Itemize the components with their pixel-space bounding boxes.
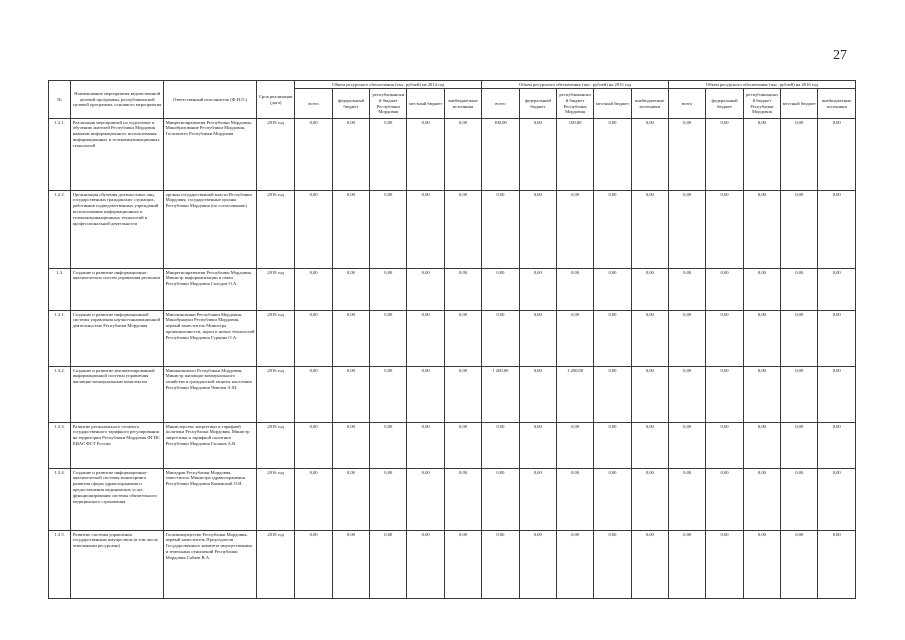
budget-table <box>48 80 856 599</box>
row-value: 0,00 <box>556 191 593 269</box>
row-value: 0,00 <box>781 469 818 531</box>
row-value: 0,00 <box>706 469 743 531</box>
row-value: 0,00 <box>743 269 780 311</box>
header-group-2015: Объем ресурсного обеспечения (тыс. рублей) на 2015 год <box>482 81 669 89</box>
row-value: 0,00 <box>444 311 481 367</box>
row-value: 1 200,00 <box>556 367 593 423</box>
row-value: 0,00 <box>594 531 631 599</box>
row-value: 0,00 <box>295 269 332 311</box>
header-sub-republic: республиканский бюджет Республики Мордовия <box>743 89 780 119</box>
row-value: 0,00 <box>631 531 668 599</box>
row-value: 0,00 <box>743 191 780 269</box>
table-row <box>49 367 856 423</box>
row-number: 1.3. <box>49 269 71 311</box>
row-value: 0,00 <box>295 119 332 191</box>
row-value: 0,00 <box>482 269 519 311</box>
header-sub-offbudget: внебюджетные источники <box>444 89 481 119</box>
row-value: 0,00 <box>519 311 556 367</box>
row-value: 0,00 <box>332 423 369 469</box>
row-value: 0,00 <box>556 469 593 531</box>
row-term: 2018 год <box>257 269 295 311</box>
row-value: 0,00 <box>631 311 668 367</box>
row-value: 0,00 <box>444 423 481 469</box>
row-value: 0,00 <box>818 191 856 269</box>
header-responsible: Ответственный исполнитель (Ф.И.О.) <box>164 81 257 119</box>
row-value: 0,00 <box>444 269 481 311</box>
row-term: 2018 год <box>257 531 295 599</box>
row-value: 0,00 <box>407 423 444 469</box>
row-value: 0,00 <box>743 311 780 367</box>
row-value: 0,00 <box>706 191 743 269</box>
row-value: 0,00 <box>556 531 593 599</box>
row-value: 0,00 <box>519 269 556 311</box>
row-value: 0,00 <box>332 191 369 269</box>
row-number: 1.3.1. <box>49 311 71 367</box>
header-row-groups <box>49 81 856 89</box>
header-sub-federal: федеральный бюджет <box>332 89 369 119</box>
row-value: 0,00 <box>370 269 407 311</box>
row-value: 0,00 <box>706 367 743 423</box>
row-name: Развитие системы управления государственным имуществом (в том числе земельными ресурсами) <box>71 531 164 599</box>
row-value: 0,00 <box>781 119 818 191</box>
row-value: 0,00 <box>781 191 818 269</box>
header-sub-offbudget: внебюджетные источники <box>631 89 668 119</box>
row-value: 0,00 <box>556 311 593 367</box>
row-value: 0,00 <box>482 311 519 367</box>
row-number: 1.2.2. <box>49 191 71 269</box>
header-no: № <box>49 81 71 119</box>
row-value: 0,00 <box>818 311 856 367</box>
row-value: 0,00 <box>332 531 369 599</box>
row-value: 0,00 <box>370 469 407 531</box>
row-value: 0,00 <box>332 269 369 311</box>
row-value: 0,00 <box>669 191 706 269</box>
row-value: 0,00 <box>669 269 706 311</box>
row-value: 0,00 <box>407 269 444 311</box>
header-sub-republic: республиканский бюджет Республики Мордовия <box>370 89 407 119</box>
table-row <box>49 469 856 531</box>
row-value: 0,00 <box>407 531 444 599</box>
header-sub-local: местный бюджет <box>594 89 631 119</box>
row-responsible: Минздрав Республики Мордовия, заместитель Министра здравоохранения Республики Мордовия Каменский О.И. <box>164 469 257 531</box>
row-name: Развитие регионального сегмента государственного тарифного регулирования на территории Республики Мордовия ФГИС ЕИАС ФСТ России <box>71 423 164 469</box>
row-value: 0,00 <box>370 119 407 191</box>
table-body <box>49 119 856 599</box>
row-value: 0,00 <box>482 469 519 531</box>
row-value: 0,00 <box>594 423 631 469</box>
header-sub-republic: республиканский бюджет Республики Мордовия <box>556 89 593 119</box>
row-value: 0,00 <box>444 469 481 531</box>
row-value: 0,00 <box>407 367 444 423</box>
row-value: 0,00 <box>370 531 407 599</box>
row-term: 2018 год <box>257 119 295 191</box>
row-value: 0,00 <box>332 119 369 191</box>
row-value: 0,00 <box>519 423 556 469</box>
row-value: 0,00 <box>556 269 593 311</box>
row-value: 0,00 <box>519 367 556 423</box>
row-name: Реализация мероприятий по подготовке и обучению жителей Республики Мордовия навыкам информационного использования информационных и телекоммуникационных технологий <box>71 119 164 191</box>
row-value: 0,00 <box>631 423 668 469</box>
row-term: 2016 год <box>257 469 295 531</box>
row-term: 2018 год <box>257 311 295 367</box>
row-value: 0,00 <box>743 119 780 191</box>
row-value: 0,00 <box>631 269 668 311</box>
row-number: 1.2.1. <box>49 119 71 191</box>
row-value: 0,00 <box>370 423 407 469</box>
header-sub-offbudget: внебюджетные источники <box>818 89 856 119</box>
row-value: 0,00 <box>295 423 332 469</box>
row-responsible: Минрегионразвития Республики Мордовия, Минобразование Республики Мордовия, Госкомитет Республики Мордовия <box>164 119 257 191</box>
row-value: 0,00 <box>519 469 556 531</box>
row-value: 0,00 <box>781 311 818 367</box>
row-value: 0,00 <box>444 191 481 269</box>
header-sub-total: всего <box>295 89 332 119</box>
row-value: 0,00 <box>818 269 856 311</box>
row-value: 0,00 <box>669 367 706 423</box>
table-row <box>49 311 856 367</box>
row-value: 0,00 <box>295 311 332 367</box>
row-value: 0,00 <box>444 367 481 423</box>
row-responsible: Минжилкомхоз Республики Мордовия, Министр жилищно-коммунального хозяйства и гражданской защиты населения Республики Мордовия Чевтаев А.М. <box>164 367 257 423</box>
row-term: 2018 год <box>257 423 295 469</box>
row-value: 0,00 <box>482 531 519 599</box>
row-value: 0,00 <box>594 269 631 311</box>
row-value: 0,00 <box>332 311 369 367</box>
row-responsible: органы государственной власти Республики Мордовия, государственные органы Республики Мордовия (по согласованию) <box>164 191 257 269</box>
row-value: 0,00 <box>594 191 631 269</box>
row-value: 100,00 <box>556 119 593 191</box>
row-value: 0,00 <box>743 423 780 469</box>
row-value: 0,00 <box>669 119 706 191</box>
row-value: 1 200,00 <box>482 367 519 423</box>
table-row <box>49 119 856 191</box>
row-responsible: Минрегионразвития Республики Мордовия, Министр информатизации и связи Республики Мордовия Солодов О.А. <box>164 269 257 311</box>
row-responsible: Министерство энергетики и тарифной политики Республики Мордовия, Министр энергетики и тарифной политики Республики Мордовия Гасанов А.В. <box>164 423 257 469</box>
header-sub-federal: федеральный бюджет <box>706 89 743 119</box>
row-number: 1.3.3. <box>49 423 71 469</box>
page-number: 27 <box>833 48 847 63</box>
row-name: Создание и развитие автоматизированной информационной системы управления жилищно-коммунальным комплексом <box>71 367 164 423</box>
row-value: 0,00 <box>332 367 369 423</box>
row-value: 0,00 <box>818 367 856 423</box>
row-value: 0,00 <box>706 423 743 469</box>
row-value: 0,00 <box>370 367 407 423</box>
header-term: Срок реализации (дата) <box>257 81 295 119</box>
header-sub-federal: федеральный бюджет <box>519 89 556 119</box>
table-row <box>49 269 856 311</box>
row-value: 0,00 <box>781 367 818 423</box>
row-value: 0,00 <box>781 531 818 599</box>
row-value: 0,00 <box>482 423 519 469</box>
row-value: 0,00 <box>706 269 743 311</box>
row-value: 0,00 <box>407 119 444 191</box>
row-value: 0,00 <box>594 367 631 423</box>
row-value: 0,00 <box>743 531 780 599</box>
header-sub-local: местный бюджет <box>407 89 444 119</box>
row-term: 2016 год <box>257 367 295 423</box>
row-value: 0,00 <box>669 423 706 469</box>
row-value: 0,00 <box>743 367 780 423</box>
row-value: 0,00 <box>370 311 407 367</box>
row-value: 0,00 <box>669 531 706 599</box>
header-group-2016: Объем ресурсного обеспечения (тыс. рублей) на 2016 год <box>669 81 856 89</box>
row-value: 0,00 <box>519 119 556 191</box>
row-value: 0,00 <box>781 269 818 311</box>
row-value: 0,00 <box>631 469 668 531</box>
row-term: 2016 год <box>257 191 295 269</box>
row-value: 0,00 <box>407 469 444 531</box>
row-number: 1.3.2. <box>49 367 71 423</box>
table-row <box>49 531 856 599</box>
row-value: 0,00 <box>594 119 631 191</box>
row-responsible: Минэкономики Республики Мордовия, Минобрнауки Республики Мордовия, первый заместитель Министра промышленности, науки и новых технологий Республики Мордовия Гуркина О.А. <box>164 311 257 367</box>
row-value: 0,00 <box>295 469 332 531</box>
row-value: 0,00 <box>706 311 743 367</box>
row-number: 1.3.5. <box>49 531 71 599</box>
row-value: 0,00 <box>818 423 856 469</box>
row-number: 1.3.4. <box>49 469 71 531</box>
row-responsible: Госкомимущество Республики Мордовия, первый заместитель Председателя Государственного комитета имущественных и земельных отношений Республики Мордовия Сабаев В.А. <box>164 531 257 599</box>
header-sub-total: всего <box>482 89 519 119</box>
row-name: Создание и развитие информационной системы управления научно-инновационной деятельностью Республики Мордовия <box>71 311 164 367</box>
row-value: 0,00 <box>556 423 593 469</box>
row-value: 0,00 <box>444 531 481 599</box>
row-value: 100,00 <box>482 119 519 191</box>
row-value: 0,00 <box>818 531 856 599</box>
row-value: 0,00 <box>519 191 556 269</box>
row-value: 0,00 <box>407 311 444 367</box>
row-name: Создание и развитие информационно-аналитической системы мониторинга развития сферы здравоохранения и предоставления медицинских услуг, функционирования системы обязательного медицинского страхования <box>71 469 164 531</box>
row-value: 0,00 <box>781 423 818 469</box>
row-value: 0,00 <box>669 469 706 531</box>
row-value: 0,00 <box>818 469 856 531</box>
row-value: 0,00 <box>332 469 369 531</box>
header-sub-total: всего <box>669 89 706 119</box>
row-value: 0,00 <box>295 191 332 269</box>
table-row <box>49 423 856 469</box>
table-row <box>49 191 856 269</box>
row-value: 0,00 <box>594 311 631 367</box>
header-sub-local: местный бюджет <box>781 89 818 119</box>
row-value: 0,00 <box>295 367 332 423</box>
row-name: Организация обучения должностных лиц, государственных гражданских служащих, работников подведомственных учреждений использованию информационных и телекоммуникационных технологий и профессиональной деятельности <box>71 191 164 269</box>
row-name: Создание и развитие информационно-аналитических систем управления регионом <box>71 269 164 311</box>
row-value: 0,00 <box>818 119 856 191</box>
row-value: 0,00 <box>631 119 668 191</box>
row-value: 0,00 <box>295 531 332 599</box>
header-group-2014: Объем ресурсного обеспечения (тыс. рублей) на 2014 год <box>295 81 482 89</box>
row-value: 0,00 <box>706 531 743 599</box>
row-value: 0,00 <box>743 469 780 531</box>
row-value: 0,00 <box>594 469 631 531</box>
row-value: 0,00 <box>407 191 444 269</box>
row-value: 0,00 <box>706 119 743 191</box>
row-value: 0,00 <box>631 367 668 423</box>
header-name: Наименование мероприятия ведомственной целевой программы, республиканской целевой программы, основного мероприятия <box>71 81 164 119</box>
row-value: 0,00 <box>444 119 481 191</box>
row-value: 0,00 <box>370 191 407 269</box>
row-value: 0,00 <box>669 311 706 367</box>
row-value: 0,00 <box>519 531 556 599</box>
row-value: 0,00 <box>631 191 668 269</box>
row-value: 0,00 <box>482 191 519 269</box>
